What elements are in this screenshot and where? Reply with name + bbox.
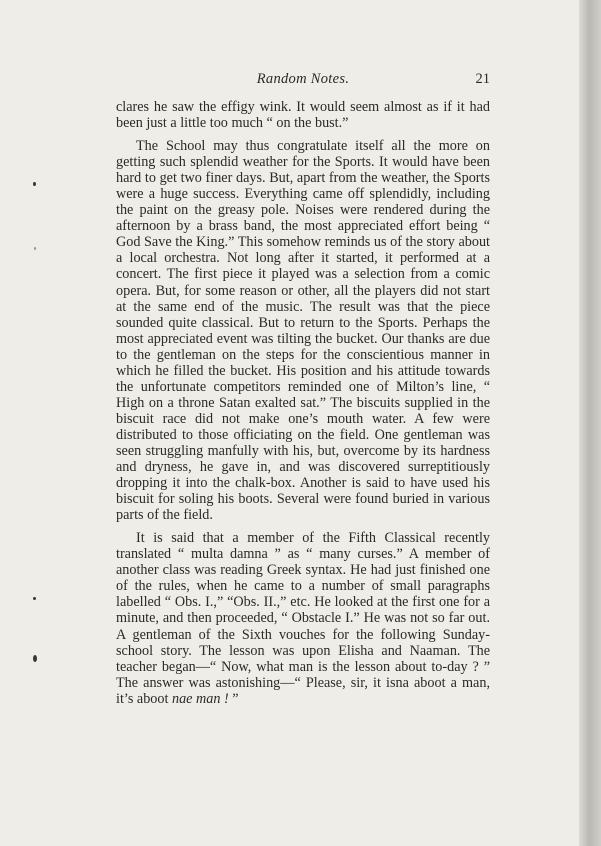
body-text	[116, 99, 490, 707]
paragraph-sports: The School may thus congratulate itself all the more on getting such splendid weather for the Sports. It would have been hard to get two finer days. But, apart from the weather, the Sports were a huge success. Everything came off splendidly, including the paint on the greasy pole. Noises were rendered during the afternoon by a brass band, the most appreciated effort being “ God Save the King.” This somehow reminds us of the story about a local orchestra. Not long after it started, it performed at a concert. The first piece it played was a selection from a comic opera. But, for some reason or other, all the players did not start at the same end of the music. The result was that the piece sounded quite classical. But to return to the Sports. Perhaps the most appreciated event was tilting the bucket. Our thanks are due to the gentleman on the steps for the conscientious manner in which he filled the bucket. His position and his attitude towards the unfortunate competitors reminded one of Milton’s line, “ High on a throne Satan exalted sat.” The biscuits supplied in the biscuit race did not make one’s mouth water. A few were distributed to those officiating on the field. One gentleman was seen struggling manfully with his, but, overcome by its hardness and dryness, he gave in, and was discovered surreptitiously dropping it into the chalk-box. Another is said to have used his biscuit for soling his boots. Several were found buried in various parts of the field.	[116, 138, 490, 524]
paragraph-continuation: clares he saw the effigy wink. It would seem almost as if it had been just a little too much “ on the bust.”	[116, 99, 490, 132]
closing-quote: ”	[228, 690, 239, 707]
running-head	[116, 71, 490, 91]
italic-phrase: nae man !	[171, 690, 229, 707]
paragraph-fifth-classical-text: It is said that a member of the Fifth Classical recently translated “ multa damna ” as “ many curses.” A member of another class was reading Greek syntax. He had just finished one of the rules, when he came to a number of small paragraphs labelled “ Obs. I.,” “Obs. II.,” etc. He looked at the first one for a minute, and then proceeded, “ Obstacle I.” He was not so far out. A gentleman of the Sixth vouches for the following Sunday-school story. The lesson was upon Elisha and Naaman. The teacher began—“ Now, what man is the lesson about to-day ? ” The answer was astonishing—“ Please, sir, it isna aboot a man, it’s aboot	[116, 530, 490, 707]
running-title: Random Notes.	[256, 71, 350, 87]
margin-speck	[33, 597, 36, 600]
margin-speck	[33, 182, 36, 186]
paragraph-fifth-classical	[116, 530, 490, 707]
page-number: 21	[475, 71, 490, 87]
margin-speck	[33, 655, 37, 662]
page-edge-shadow	[579, 0, 601, 846]
margin-speck	[34, 247, 36, 250]
